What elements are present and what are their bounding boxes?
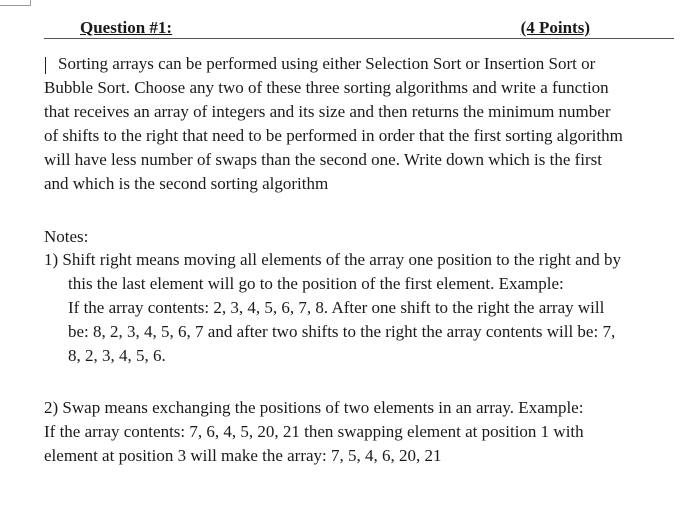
note-2-line: 2) Swap means exchanging the positions of two elements in an array. Example: — [44, 398, 584, 417]
page-corner-mark — [0, 0, 31, 6]
note-1-line: be: 8, 2, 3, 4, 5, 6, 7 and after two shifts to the right the array contents will be: 7, — [68, 322, 616, 341]
paragraph-line: Sorting arrays can be performed using either Selection Sort or Insertion Sort or — [58, 54, 596, 73]
note-2-line: element at position 3 will make the array: 7, 5, 4, 6, 20, 21 — [44, 446, 442, 465]
note-1-line: 1) Shift right means moving all elements of the array one position to the right and by — [44, 250, 621, 269]
paragraph-line: Bubble Sort. Choose any two of these three sorting algorithms and write a function — [44, 78, 609, 97]
notes-heading: Notes: — [44, 227, 89, 246]
note-1-line: If the array contents: 2, 3, 4, 5, 6, 7, 8. After one shift to the right the array will — [68, 298, 605, 317]
note-1-line: this the last element will go to the position of the first element. Example: — [68, 274, 564, 293]
question-header — [44, 14, 674, 39]
note-2-line: If the array contents: 7, 6, 4, 5, 20, 21 then swapping element at position 1 with — [44, 422, 584, 441]
paragraph-line: and which is the second sorting algorithm — [44, 174, 329, 193]
paragraph-line: that receives an array of integers and its size and then returns the minimum number — [44, 102, 611, 121]
paragraph-line: will have less number of swaps than the second one. Write down which is the first — [44, 150, 602, 169]
paragraph-line: of shifts to the right that need to be performed in order that the first sorting algorithm — [44, 126, 623, 145]
text-cursor — [45, 57, 46, 74]
question-points: (4 Points) — [520, 18, 590, 37]
note-1-line: 8, 2, 3, 4, 5, 6. — [68, 346, 166, 365]
question-title: Question #1: — [80, 18, 173, 37]
